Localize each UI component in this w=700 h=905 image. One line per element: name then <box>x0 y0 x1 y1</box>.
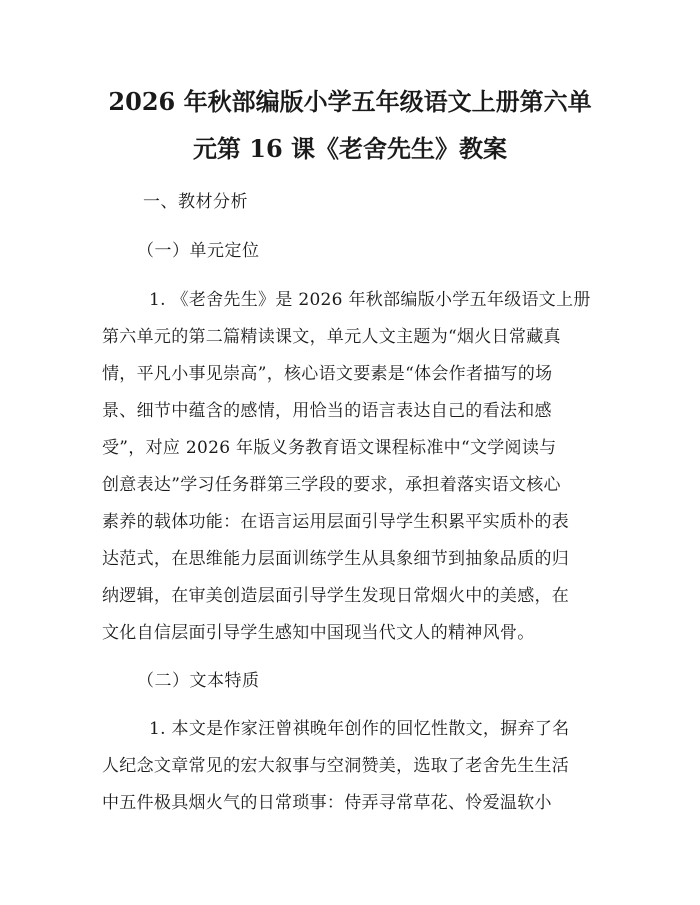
paragraph2-line: 人纪念文章常见的宏大叙事与空洞赞美，选取了老舍先生生活 <box>102 756 570 776</box>
document-title-line-1: 2026 年秋部编版小学五年级语文上册第六单 <box>108 87 592 116</box>
subsection-heading-text-features: （二）文本特质 <box>137 671 260 691</box>
paragraph1-line: 景、细节中蕴含的感情，用恰当的语言表达自己的看法和感 <box>102 401 552 421</box>
paragraph1-line: 文化自信层面引导学生感知中国现当代文人的精神风骨。 <box>102 623 535 643</box>
paragraph1-line: 情，平凡小事见崇高”，核心语文要素是“体会作者描写的场 <box>102 364 553 384</box>
paragraph2-line: 1. 本文是作家汪曾祺晚年创作的回忆性散文，摒弃了名 <box>149 719 570 739</box>
section-heading-analysis: 一、教材分析 <box>143 192 248 212</box>
document-title-line-2: 元第 16 课《老舍先生》教案 <box>192 134 508 163</box>
paragraph1-line: 受”，对应 2026 年版义务教育语文课程标准中“文学阅读与 <box>102 438 557 458</box>
paragraph1-line: 第六单元的第二篇精读课文，单元人文主题为“烟火日常藏真 <box>102 327 561 347</box>
paragraph1-line: 创意表达”学习任务群第三学段的要求，承担着落实语文核心 <box>102 475 561 495</box>
paragraph2-line: 中五件极具烟火气的日常琐事：侍弄寻常草花、怜爱温软小 <box>102 793 552 813</box>
subsection-heading-unit-position: （一）单元定位 <box>137 241 260 261</box>
paragraph1-line: 1. 《老舍先生》是 2026 年秋部编版小学五年级语文上册 <box>149 290 591 310</box>
paragraph1-line: 达范式，在思维能力层面训练学生从具象细节到抽象品质的归 <box>102 549 570 569</box>
paragraph1-line: 素养的载体功能：在语言运用层面引导学生积累平实质朴的表 <box>102 512 570 532</box>
paragraph1-line: 纳逻辑，在审美创造层面引导学生发现日常烟火中的美感，在 <box>102 586 570 606</box>
